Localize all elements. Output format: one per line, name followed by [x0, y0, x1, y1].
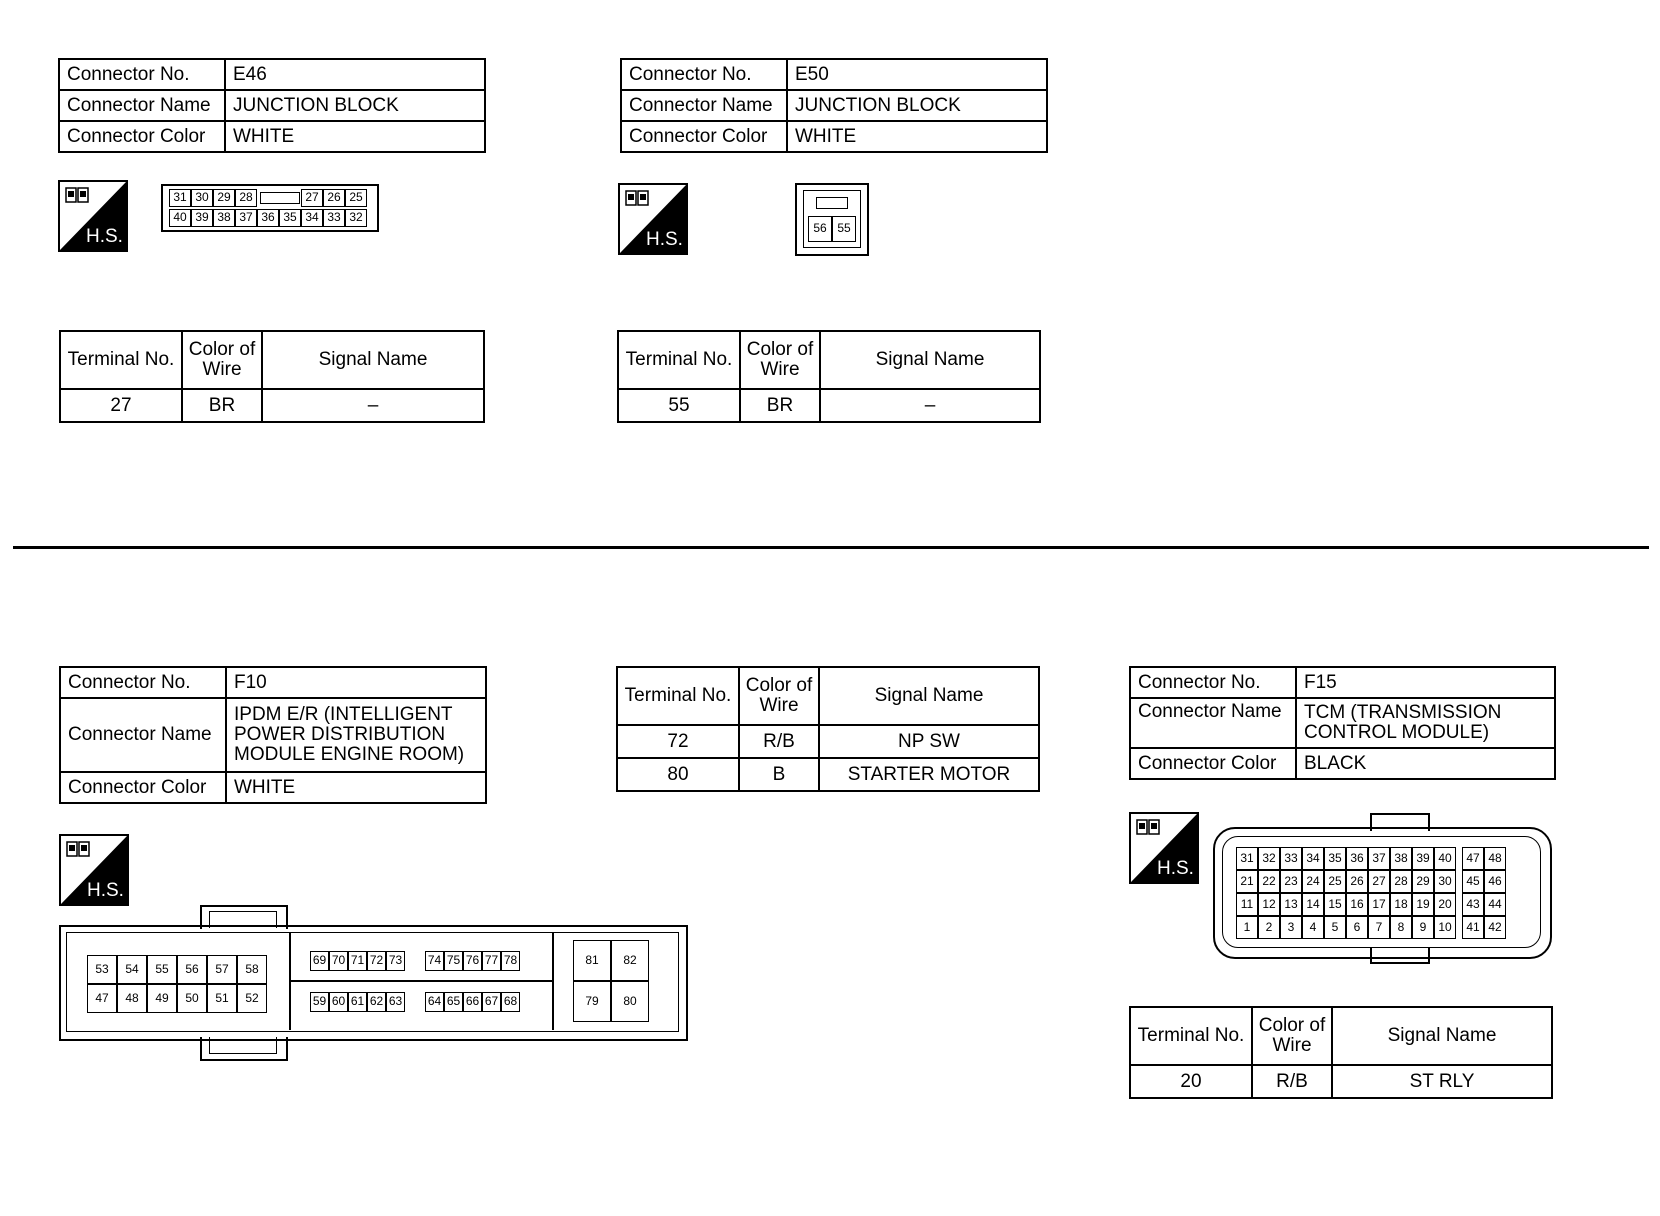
pin-cell: 49: [147, 984, 177, 1013]
pin-cell: 15: [1324, 893, 1346, 916]
pin-cell: 69: [310, 951, 329, 971]
pin-cell: 55: [832, 216, 856, 242]
harness-side-icon: [1129, 812, 1199, 884]
e50-connector-face: [795, 183, 869, 256]
pin-cell: 53: [87, 955, 117, 984]
pin-cell: 57: [207, 955, 237, 984]
connector-name-label: Connector Name: [1130, 698, 1296, 748]
connector-color-value: BLACK: [1296, 748, 1555, 779]
pin-cell: 16: [1346, 893, 1368, 916]
signal-name: ST RLY: [1332, 1065, 1552, 1098]
e46-terminal-table: [59, 330, 485, 423]
pin-cell: 21: [1236, 870, 1258, 893]
pin-cell: 36: [1346, 847, 1368, 870]
pin-cell: 50: [177, 984, 207, 1013]
pin-cell: 64: [425, 992, 444, 1012]
pin-cell: 67: [482, 992, 501, 1012]
signal-name: –: [262, 389, 484, 422]
pin-cell: 24: [1302, 870, 1324, 893]
hs-label: H.S.: [86, 226, 123, 247]
pin-cell: 45: [1462, 870, 1484, 893]
pin-cell: 17: [1368, 893, 1390, 916]
name-line: POWER DISTRIBUTION: [234, 724, 446, 745]
pin-cell: 73: [386, 951, 405, 971]
pin-cell: 75: [444, 951, 463, 971]
pin-cell: 6: [1346, 916, 1368, 939]
pin-cell: 47: [87, 984, 117, 1013]
connector-name-label: Connector Name: [59, 90, 225, 121]
pin-cell: 1: [1236, 916, 1258, 939]
pin-cell: 34: [1302, 847, 1324, 870]
pin-cell: 76: [463, 951, 482, 971]
table-row: [617, 725, 1039, 758]
pin-cell: 71: [348, 951, 367, 971]
signal-name-header: Signal Name: [819, 667, 1039, 725]
pin-cell: 48: [117, 984, 147, 1013]
pin-cell: 41: [1462, 916, 1484, 939]
connector-name-value: [1296, 698, 1555, 748]
pin-cell: 36: [257, 209, 279, 227]
pin-cell: 34: [301, 209, 323, 227]
pin-cell: 42: [1484, 916, 1506, 939]
wire-color-header: Color of Wire: [740, 331, 820, 389]
pin-cell: 23: [1280, 870, 1302, 893]
pin-cell: 58: [237, 955, 267, 984]
pin-cell: 27: [1368, 870, 1390, 893]
harness-side-icon: [59, 834, 129, 906]
pin-cell: 29: [213, 189, 235, 207]
signal-name: NP SW: [819, 725, 1039, 758]
connector-color-label: Connector Color: [59, 121, 225, 152]
pin-cell: 47: [1462, 847, 1484, 870]
pin-cell: 51: [207, 984, 237, 1013]
f15-terminal-table: [1129, 1006, 1553, 1099]
name-line: MODULE ENGINE ROOM): [234, 744, 465, 765]
pin-cell: 35: [1324, 847, 1346, 870]
pin-cell: 40: [169, 209, 191, 227]
pin-cell: 19: [1412, 893, 1434, 916]
pin-cell: 26: [1346, 870, 1368, 893]
signal-name-header: Signal Name: [1332, 1007, 1552, 1065]
pin-cell: 74: [425, 951, 444, 971]
e50-info-table: [620, 58, 1048, 153]
wire-color-header: Color of Wire: [739, 667, 819, 725]
table-row: [60, 389, 484, 422]
pin-cell: 28: [1390, 870, 1412, 893]
terminal-no: 27: [60, 389, 182, 422]
harness-side-icon: [58, 180, 128, 252]
pin-cell: 2: [1258, 916, 1280, 939]
pin-cell: 44: [1484, 893, 1506, 916]
connector-no-label: Connector No.: [60, 667, 226, 698]
pin-cell: 78: [501, 951, 520, 971]
signal-name: STARTER MOTOR: [819, 758, 1039, 791]
section-divider: [13, 546, 1649, 549]
pin-cell: 59: [310, 992, 329, 1012]
table-row: [618, 389, 1040, 422]
pin-cell: 77: [482, 951, 501, 971]
connector-name-label: Connector Name: [621, 90, 787, 121]
f15-info-table: [1129, 666, 1556, 780]
pin-cell: 13: [1280, 893, 1302, 916]
name-line: IPDM E/R (INTELLIGENT: [234, 704, 453, 725]
f10-info-table: [59, 666, 487, 804]
connector-name-value: [226, 698, 486, 772]
pin-cell: 7: [1368, 916, 1390, 939]
wire-color: B: [739, 758, 819, 791]
pin-cell: 25: [345, 189, 367, 207]
pin-cell: 26: [323, 189, 345, 207]
connector-no-label: Connector No.: [1130, 667, 1296, 698]
pin-cell: 10: [1434, 916, 1456, 939]
hs-label: H.S.: [646, 229, 683, 250]
pin-cell: 56: [808, 216, 832, 242]
signal-name: –: [820, 389, 1040, 422]
terminal-no: 55: [618, 389, 740, 422]
pin-cell: 81: [573, 940, 611, 981]
pin-cell: 61: [348, 992, 367, 1012]
pin-cell: 5: [1324, 916, 1346, 939]
wire-color-header: Color of Wire: [182, 331, 262, 389]
name-line: CONTROL MODULE): [1304, 722, 1490, 743]
connector-color-value: WHITE: [787, 121, 1047, 152]
pin-cell: 60: [329, 992, 348, 1012]
pin-cell: 37: [1368, 847, 1390, 870]
pin-cell: 54: [117, 955, 147, 984]
pin-cell: 62: [367, 992, 386, 1012]
terminal-no-header: Terminal No.: [1130, 1007, 1252, 1065]
terminal-no: 20: [1130, 1065, 1252, 1098]
pin-cell: 72: [367, 951, 386, 971]
connector-no-value: E50: [787, 59, 1047, 90]
wire-color: BR: [740, 389, 820, 422]
pin-cell: 32: [1258, 847, 1280, 870]
table-row: [617, 758, 1039, 791]
pin-cell: 3: [1280, 916, 1302, 939]
pin-cell: 25: [1324, 870, 1346, 893]
pin-cell: 9: [1412, 916, 1434, 939]
pin-cell: 65: [444, 992, 463, 1012]
pin-cell: 12: [1258, 893, 1280, 916]
wire-color: R/B: [739, 725, 819, 758]
connector-name-value: JUNCTION BLOCK: [787, 90, 1047, 121]
terminal-no-header: Terminal No.: [60, 331, 182, 389]
connector-name-label: Connector Name: [60, 698, 226, 772]
connector-no-value: F15: [1296, 667, 1555, 698]
terminal-no-header: Terminal No.: [617, 667, 739, 725]
pin-cell: 66: [463, 992, 482, 1012]
pin-cell: 14: [1302, 893, 1324, 916]
connector-no-value: E46: [225, 59, 485, 90]
pin-cell: 82: [611, 940, 649, 981]
hs-label: H.S.: [87, 880, 124, 901]
e50-terminal-table: [617, 330, 1041, 423]
pin-cell: 63: [386, 992, 405, 1012]
connector-no-value: F10: [226, 667, 486, 698]
pin-cell: 48: [1484, 847, 1506, 870]
pin-cell: 68: [501, 992, 520, 1012]
pin-cell: 38: [1390, 847, 1412, 870]
pin-cell: 28: [235, 189, 257, 207]
terminal-no-header: Terminal No.: [618, 331, 740, 389]
pin-cell: 43: [1462, 893, 1484, 916]
wire-color: BR: [182, 389, 262, 422]
pin-cell: 46: [1484, 870, 1506, 893]
pin-cell: 37: [235, 209, 257, 227]
pin-cell: 27: [301, 189, 323, 207]
pin-cell: 52: [237, 984, 267, 1013]
pin-cell: 30: [191, 189, 213, 207]
pin-cell: 70: [329, 951, 348, 971]
pin-cell: 55: [147, 955, 177, 984]
signal-name-header: Signal Name: [262, 331, 484, 389]
pin-cell: 33: [323, 209, 345, 227]
pin-cell: 4: [1302, 916, 1324, 939]
pin-cell: 35: [279, 209, 301, 227]
pin-cell: 8: [1390, 916, 1412, 939]
pin-cell: 40: [1434, 847, 1456, 870]
connector-name-value: JUNCTION BLOCK: [225, 90, 485, 121]
pin-cell: 32: [345, 209, 367, 227]
pin-cell: 22: [1258, 870, 1280, 893]
pin-cell: 11: [1236, 893, 1258, 916]
terminal-no: 80: [617, 758, 739, 791]
connector-color-label: Connector Color: [60, 772, 226, 803]
pin-cell: 30: [1434, 870, 1456, 893]
pin-cell: 18: [1390, 893, 1412, 916]
pin-cell: 31: [169, 189, 191, 207]
harness-side-icon: [618, 183, 688, 255]
connector-no-label: Connector No.: [621, 59, 787, 90]
signal-name-header: Signal Name: [820, 331, 1040, 389]
pin-cell: 56: [177, 955, 207, 984]
e46-connector-face: [161, 184, 379, 232]
wire-color-header: Color of Wire: [1252, 1007, 1332, 1065]
e46-info-table: [58, 58, 486, 153]
f10-terminal-table: [616, 666, 1040, 792]
table-row: [1130, 1065, 1552, 1098]
name-line: TCM (TRANSMISSION: [1304, 702, 1502, 723]
connector-color-value: WHITE: [226, 772, 486, 803]
pin-cell: 20: [1434, 893, 1456, 916]
connector-color-label: Connector Color: [621, 121, 787, 152]
pin-cell: 80: [611, 981, 649, 1022]
pin-cell: 33: [1280, 847, 1302, 870]
pin-cell: 79: [573, 981, 611, 1022]
wire-color: R/B: [1252, 1065, 1332, 1098]
pin-cell: 29: [1412, 870, 1434, 893]
pin-cell: 31: [1236, 847, 1258, 870]
connector-color-label: Connector Color: [1130, 748, 1296, 779]
connector-no-label: Connector No.: [59, 59, 225, 90]
hs-label: H.S.: [1157, 858, 1194, 879]
pin-cell: 39: [1412, 847, 1434, 870]
terminal-no: 72: [617, 725, 739, 758]
blank-slot: [260, 192, 300, 204]
pin-cell: 39: [191, 209, 213, 227]
pin-cell: 38: [213, 209, 235, 227]
connector-color-value: WHITE: [225, 121, 485, 152]
